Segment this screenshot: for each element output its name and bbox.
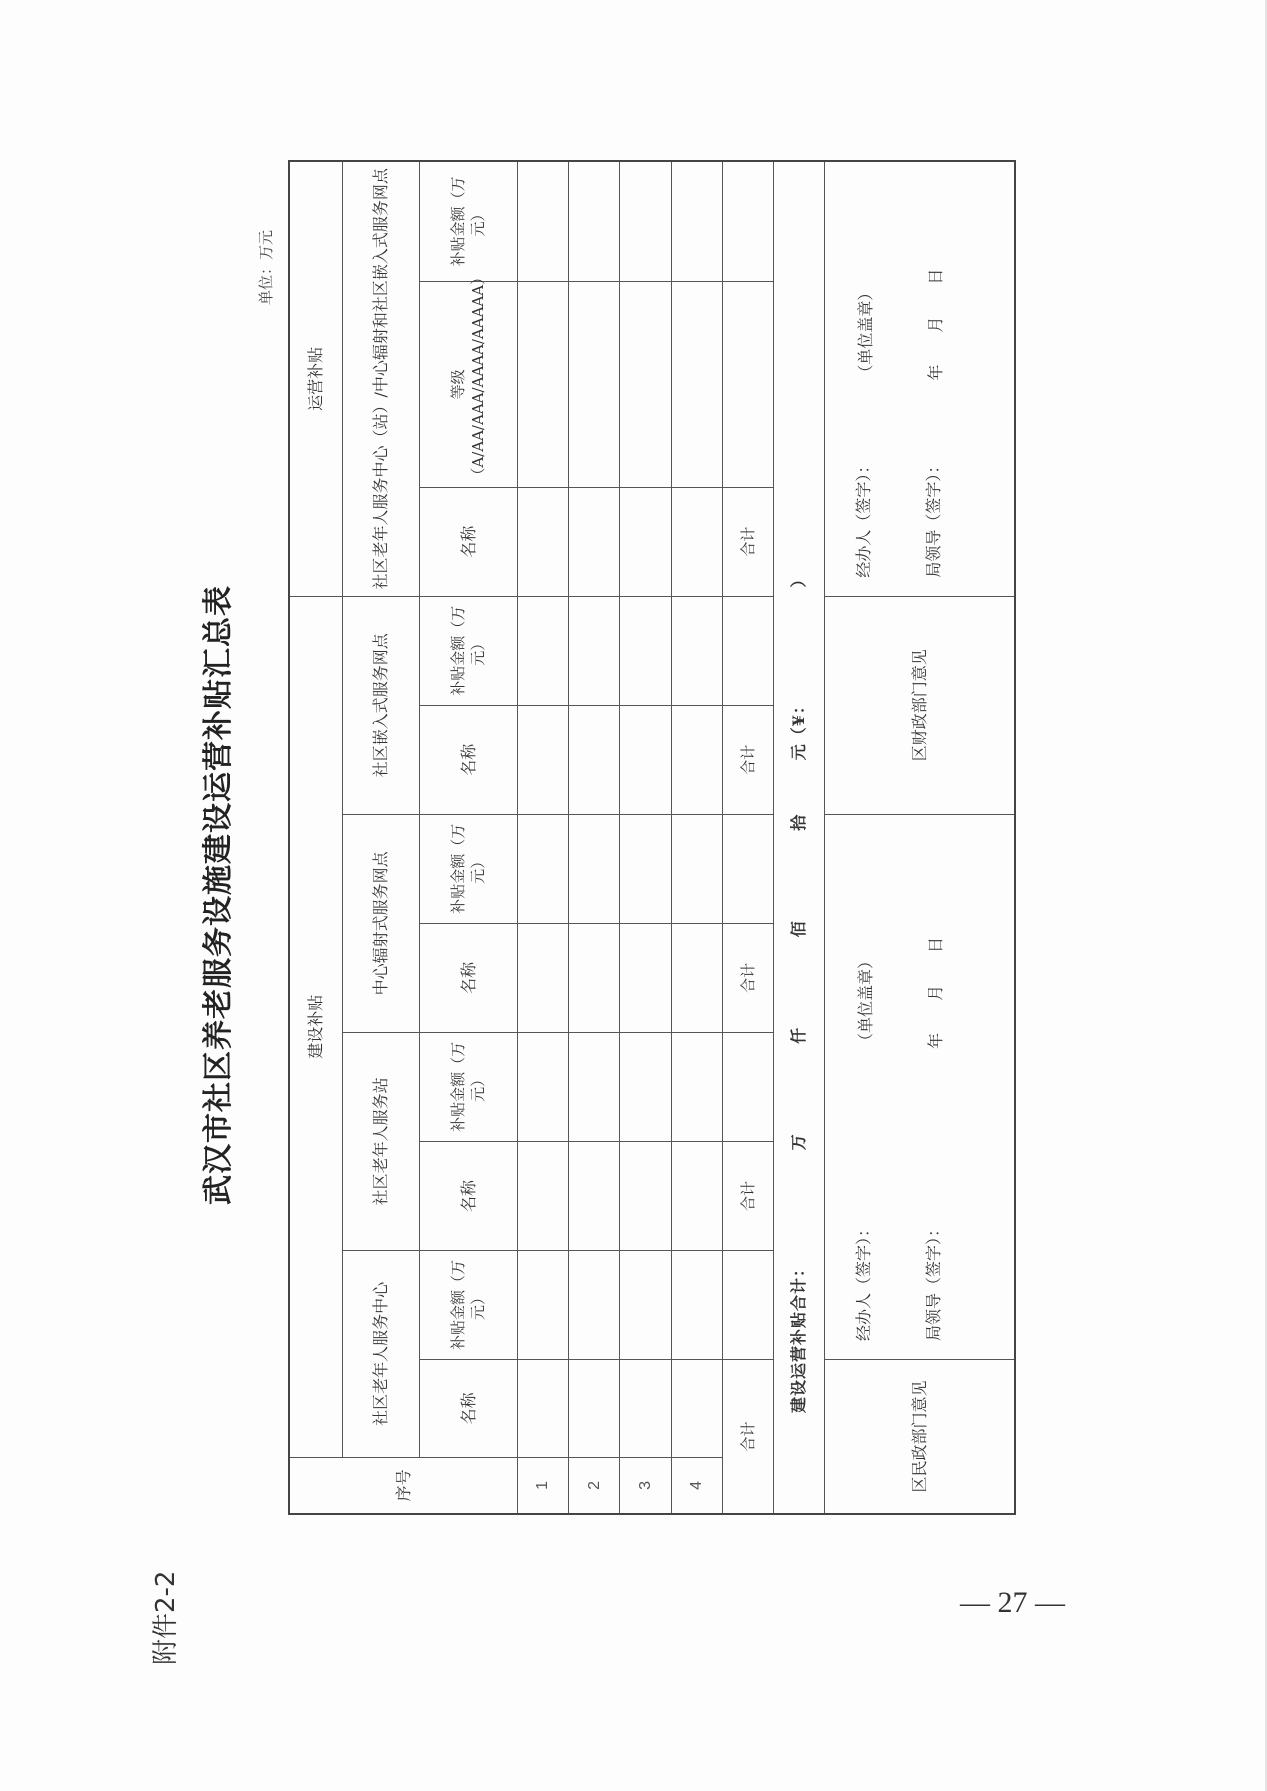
- district-finance-opinion: 区财政部门意见: [825, 596, 1015, 814]
- col-name: 名称: [419, 705, 517, 814]
- seal-label: （单位盖章）: [856, 953, 876, 1050]
- date-label: 年 月 日: [926, 937, 946, 1050]
- subsidy-summary-table: [288, 160, 1016, 1515]
- col-name: 名称: [419, 487, 517, 596]
- seal-label: （单位盖章）: [856, 284, 876, 381]
- row-number: 3: [620, 1457, 671, 1514]
- civil-signature-block: [825, 814, 1015, 1359]
- attachment-label: 附件2-2: [151, 1570, 181, 1665]
- col-grade: 等级（A/AA/AAA/AAAA/AAAAA）: [419, 282, 517, 488]
- col-amount: 补贴金额（万元）: [419, 161, 517, 282]
- handler-signature: 经办人（签字）：: [854, 457, 874, 578]
- subtotal-row: [722, 161, 773, 1514]
- col-amount: 补贴金额（万元）: [419, 1032, 517, 1141]
- subtotal-label: 合计: [722, 923, 773, 1032]
- table-row: [569, 161, 620, 1514]
- landscape-page: [135, 168, 1185, 1725]
- subtotal-label: 合计: [722, 1360, 773, 1514]
- grand-total-row: [774, 161, 825, 1514]
- col-name: 名称: [419, 1141, 517, 1250]
- unit-label: 单位：万元: [257, 229, 275, 305]
- subtotal-label: 合计: [722, 1141, 773, 1250]
- table-row: [517, 161, 568, 1514]
- document-title: 武汉市社区养老服务设施建设运营补贴汇总表: [201, 585, 236, 1205]
- leader-signature: 局领导（签字）：: [924, 1221, 944, 1342]
- table-row: [671, 161, 722, 1514]
- col-amount: 补贴金额（万元）: [419, 596, 517, 705]
- row-number: 2: [569, 1457, 620, 1514]
- header-embedded: 社区嵌入式服务网点: [342, 596, 419, 814]
- district-civil-opinion: 区民政部门意见: [825, 1360, 1015, 1514]
- header-seq: 序号: [289, 1457, 517, 1514]
- grand-total-label: 建设运营补贴合计：: [789, 1259, 809, 1413]
- finance-signature-block: [825, 161, 1015, 596]
- header-center: 社区老年人服务中心: [342, 1250, 419, 1457]
- header-construction: 建设补贴: [289, 596, 342, 1457]
- row-number: 1: [517, 1457, 568, 1514]
- col-name: 名称: [419, 1360, 517, 1458]
- col-name: 名称: [419, 923, 517, 1032]
- col-amount: 补贴金额（万元）: [419, 814, 517, 923]
- handler-signature: 经办人（签字）：: [854, 1221, 874, 1342]
- header-station: 社区老年人服务站: [342, 1032, 419, 1250]
- header-operation: 运营补贴: [289, 161, 342, 596]
- header-radiation: 中心辐射式服务网点: [342, 814, 419, 1032]
- col-amount: 补贴金额（万元）: [419, 1250, 517, 1359]
- header-ops-group: 社区老年人服务中心（站）/中心辐射和社区嵌入式服务网点: [342, 161, 419, 596]
- leader-signature: 局领导（签字）：: [924, 457, 944, 578]
- table-row: [620, 161, 671, 1514]
- subtotal-label: 合计: [722, 487, 773, 596]
- row-number: 4: [671, 1457, 722, 1514]
- page-number: — 27 —: [960, 1586, 1065, 1619]
- subtotal-label: 合计: [722, 705, 773, 814]
- grand-total-line: 建设运营补贴合计： 万 仟 佰 拾 元（¥： ）: [774, 161, 825, 1514]
- date-label: 年 月 日: [926, 268, 946, 381]
- signature-row: [825, 161, 1015, 1514]
